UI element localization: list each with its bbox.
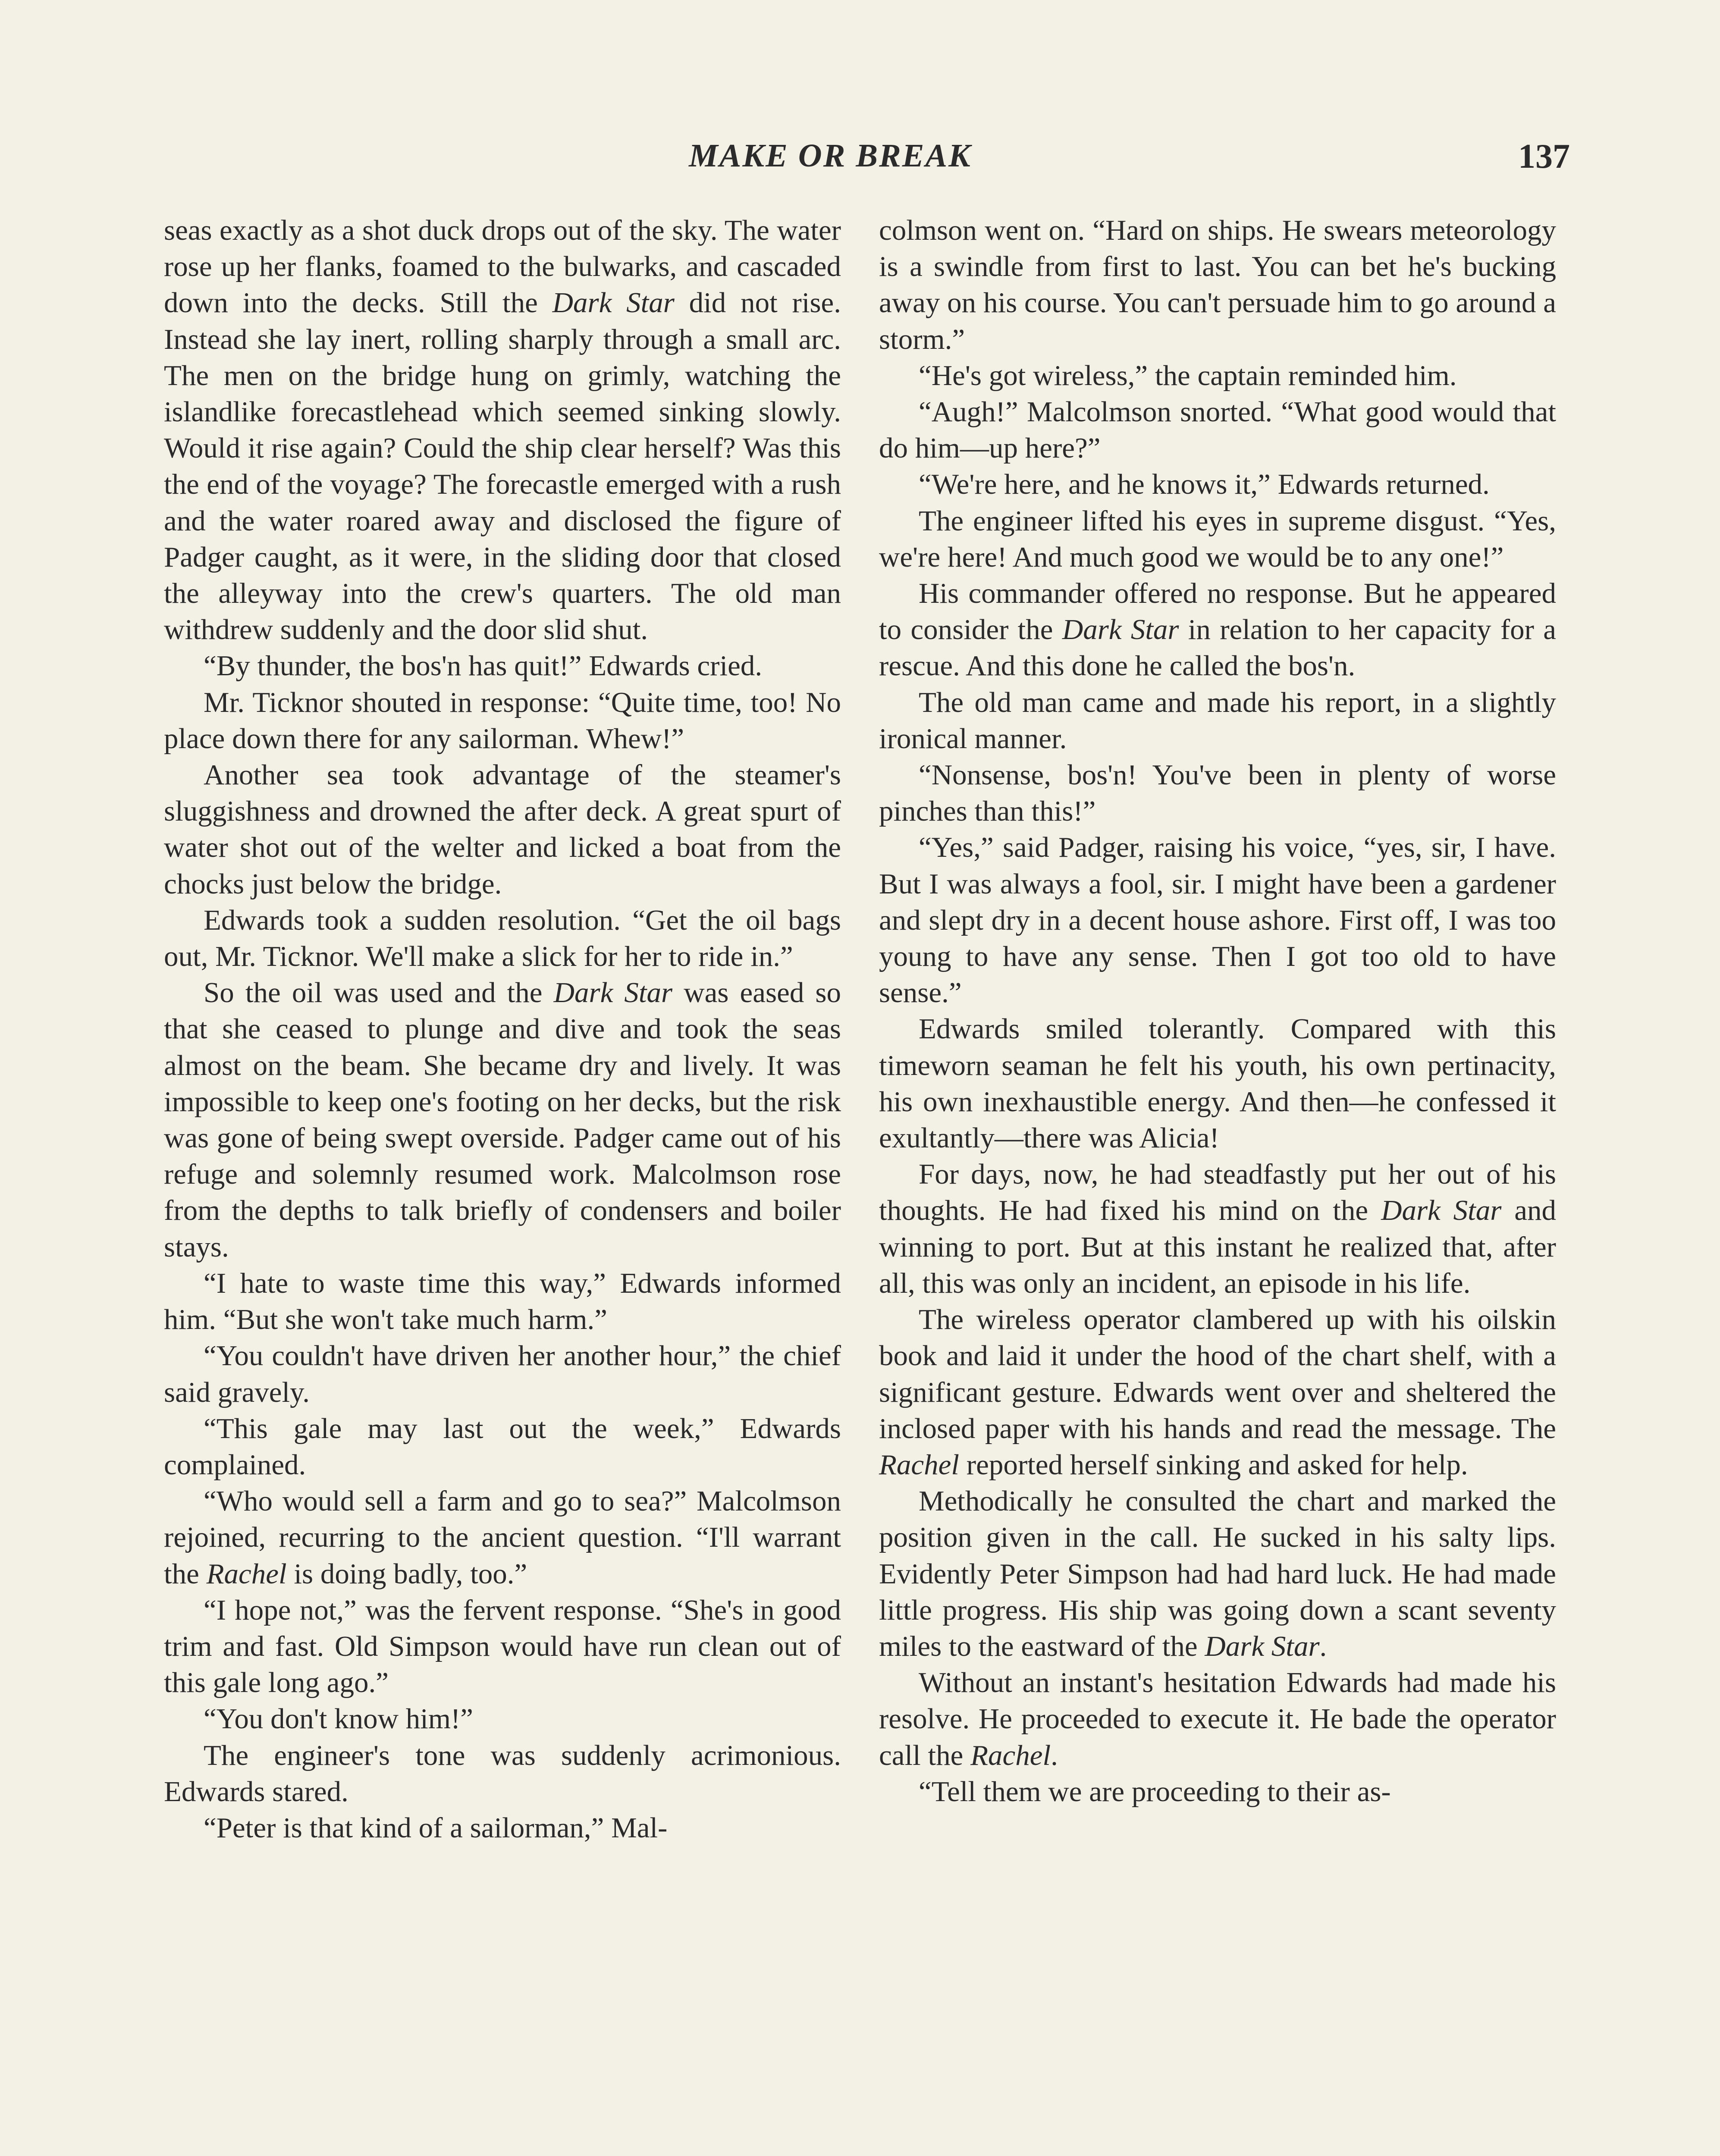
page-number: 137 — [1518, 138, 1570, 175]
paragraph: “Who would sell a farm and go to sea?” Malcolmson rejoined, recurring to the ancient question. “I'll warrant the Rachel is doing badly, too.” — [164, 1485, 841, 1590]
paragraph: His commander offered no response. But he appeared to consider the Dark Star in relation to her capacity for a rescue. And this done he called the bos'n. — [879, 577, 1557, 682]
paragraph: So the oil was used and the Dark Star was eased so that she ceased to plunge and dive and took the seas almost on the beam. She became dry and lively. It was impossible to keep one's footing on her decks, but the risk was gone of being swept overside. Padger came out of his refuge and solemnly resumed work. Malcolmson rose from the depths to talk briefly of condensers and boiler stays. — [164, 977, 841, 1263]
paragraph: “This gale may last out the week,” Edwards complained. — [164, 1412, 841, 1481]
paragraph: “Nonsense, bos'n! You've been in plenty of worse pinches than this!” — [879, 759, 1556, 827]
paragraph: “By thunder, the bos'n has quit!” Edwards cried. — [204, 650, 763, 682]
left-text-column — [164, 212, 841, 1846]
paragraph: The wireless operator clambered up with his oilskin book and laid it under the hood of the chart shelf, with a significant gesture. Edwards went over and sheltered the inclosed paper with his hands and read the message. The Rachel reported herself sinking and asked for help. — [879, 1304, 1556, 1481]
right-text-column — [879, 212, 1556, 1810]
paragraph: “Augh!” Malcolmson snorted. “What good would that do him—up here?” — [879, 396, 1556, 464]
paragraph: “I hate to waste time this way,” Edwards informed him. “But she won't take much harm.” — [164, 1267, 841, 1336]
paragraph: For days, now, he had steadfastly put her out of his thoughts. He had fixed his mind on the Dark Star and winning to port. But at this instant he realized that, after all, this was only an incident, an episode in his life. — [879, 1158, 1556, 1299]
paragraph: “You couldn't have driven her another hour,” the chief said gravely. — [164, 1340, 841, 1408]
paragraph: The engineer's tone was suddenly acrimonious. Edwards stared. — [164, 1739, 841, 1808]
paragraph: seas exactly as a shot duck drops out of the sky. The water rose up her flanks, foamed to the bulwarks, and cascaded down into the decks. Still the Dark Star did not rise. Instead she lay inert, rolling sharply through a small arc. The men on the bridge hung on grimly, watching the islandlike forecastlehead which seemed sinking slowly. Would it rise again? Could the ship clear herself? Was this the end of the voyage? The forecastle emerged with a rush and the water roared away and disclosed the figure of Padger caught, as it were, in the sliding door that closed the alleyway into the crew's quarters. The old man withdrew suddenly and the door slid shut. — [164, 214, 841, 646]
paragraph: The old man came and made his report, in a slightly ironical manner. — [879, 686, 1556, 755]
paragraph: “I hope not,” was the fervent response. “She's in good trim and fast. Old Simpson would have run clean out of this gale long ago.” — [164, 1594, 841, 1699]
paragraph: “Tell them we are proceeding to their as- — [919, 1775, 1391, 1808]
paragraph: Edwards smiled tolerantly. Compared with this timeworn seaman he felt his youth, his own pertinacity, his own inexhaustible energy. And then—he confessed it exultantly—there was Alicia! — [879, 1013, 1556, 1154]
paragraph: The engineer lifted his eyes in supreme disgust. “Yes, we're here! And much good we would be to any one!” — [879, 505, 1556, 573]
paragraph: colmson went on. “Hard on ships. He swears meteorology is a swindle from first to last. You can bet he's bucking away on his course. You can't persuade him to go around a storm.” — [879, 214, 1556, 355]
paragraph: “Peter is that kind of a sailorman,” Mal- — [204, 1811, 668, 1844]
paragraph: “You don't know him!” — [204, 1703, 474, 1735]
paragraph: Without an instant's hesitation Edwards had made his resolve. He proceeded to execute it. He bade the operator call the Rachel. — [879, 1667, 1556, 1771]
paragraph: Edwards took a sudden resolution. “Get the oil bags out, Mr. Ticknor. We'll make a slick for her to ride in.” — [164, 904, 841, 973]
paragraph: Mr. Ticknor shouted in response: “Quite time, too! No place down there for any sailorman. Whew!” — [164, 686, 841, 755]
paragraph: “Yes,” said Padger, raising his voice, “yes, sir, I have. But I was always a fool, sir. I might have been a gardener and slept dry in a decent house ashore. First off, I was too young to have any sense. Then I got too old to have sense.” — [879, 831, 1556, 1009]
paragraph: Another sea took advantage of the steamer's sluggishness and drowned the after deck. A great spurt of water shot out of the welter and licked a boat from the chocks just below the bridge. — [164, 759, 841, 900]
paragraph: Methodically he consulted the chart and marked the position given in the call. He sucked in his salty lips. Evidently Peter Simpson had had hard luck. He had made little progress. His ship was going down a scant seventy miles to the eastward of the Dark Star. — [879, 1485, 1556, 1662]
paragraph: “He's got wireless,” the captain reminded him. — [919, 359, 1457, 392]
running-title: MAKE OR BREAK — [689, 138, 972, 174]
paragraph: “We're here, and he knows it,” Edwards returned. — [919, 468, 1490, 501]
